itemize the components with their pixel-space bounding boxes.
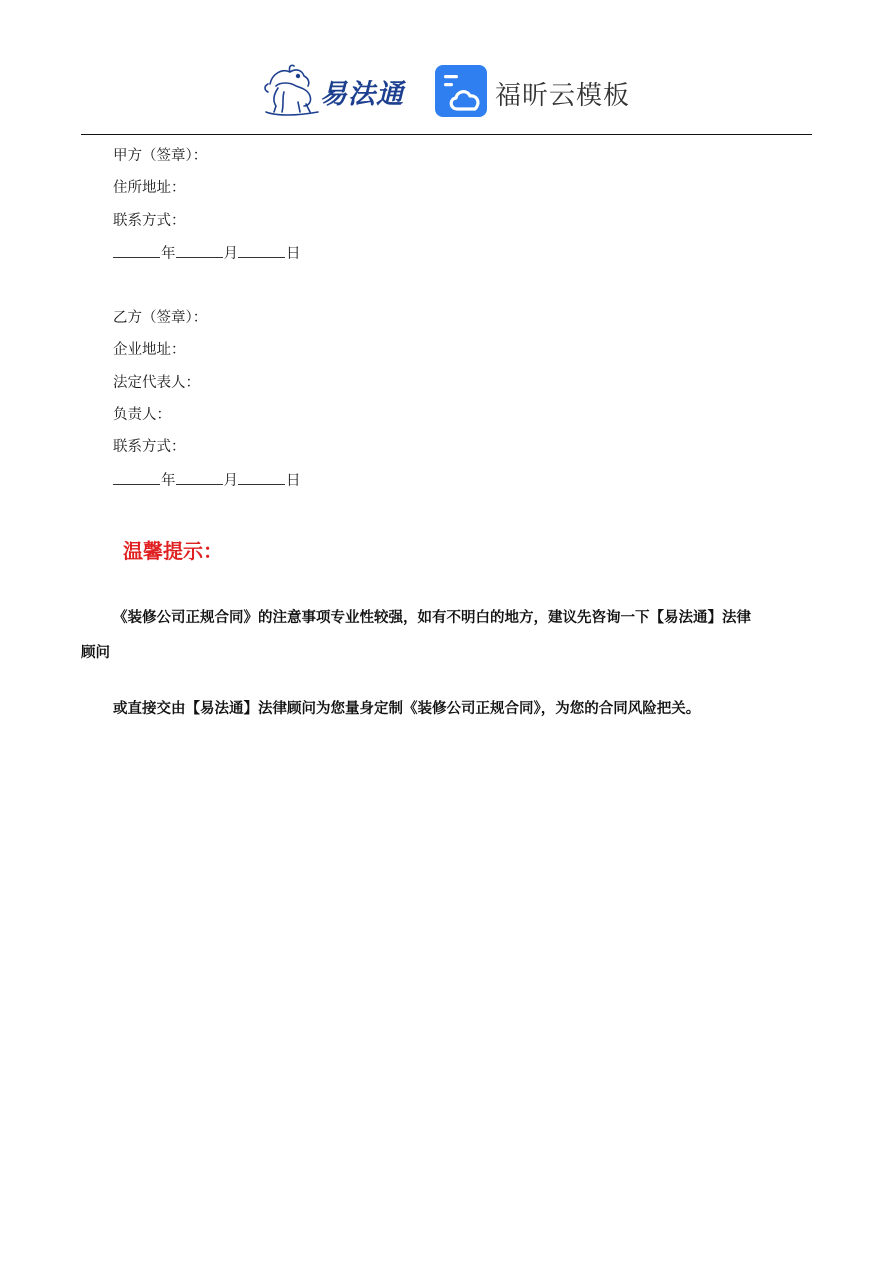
party-b-responsible: 负责人： (113, 407, 171, 423)
day-blank (238, 470, 285, 485)
party-b-signature: 乙方（签章）： (113, 310, 208, 326)
yifatong-brand-text: 易法通 (320, 79, 404, 110)
fuxin-brand-text: 福昕云模板 (495, 81, 631, 111)
party-a-signature: 甲方（签章）： (113, 148, 208, 164)
tips-paragraph-2: 或直接交由【易法通】法律顾问为您量身定制《装修公司正规合同》，为您的合同风险把关。 (113, 700, 701, 717)
year-label: 年 (161, 473, 176, 489)
day-blank (238, 243, 285, 258)
yifatong-logo (262, 62, 412, 118)
tips-paragraph-1-line-1: 《装修公司正规合同》的注意事项专业性较强，如有不明白的地方，建议先咨询一下【易法通】法律 (113, 609, 751, 626)
qilin-icon (262, 62, 322, 118)
party-b-legal-rep: 法定代表人： (113, 375, 200, 391)
month-blank (176, 243, 223, 258)
fuxin-logo (435, 65, 635, 119)
party-a-address: 住所地址： (113, 180, 186, 196)
cloud-template-icon (435, 65, 487, 117)
party-b-contact: 联系方式： (113, 439, 186, 455)
party-b-address: 企业地址： (113, 342, 186, 358)
year-blank (113, 470, 160, 485)
month-blank (176, 470, 223, 485)
year-blank (113, 243, 160, 258)
tips-title: 温馨提示： (123, 539, 223, 563)
year-label: 年 (161, 246, 176, 262)
month-label: 月 (223, 473, 238, 489)
party-b-date (113, 470, 301, 491)
page-header (0, 0, 893, 136)
header-divider (81, 134, 812, 135)
month-label: 月 (223, 246, 238, 262)
day-label: 日 (286, 473, 301, 489)
day-label: 日 (286, 246, 301, 262)
tips-paragraph-1-line-2: 顾问 (81, 644, 110, 661)
party-a-date (113, 243, 301, 264)
party-a-contact: 联系方式： (113, 213, 186, 229)
